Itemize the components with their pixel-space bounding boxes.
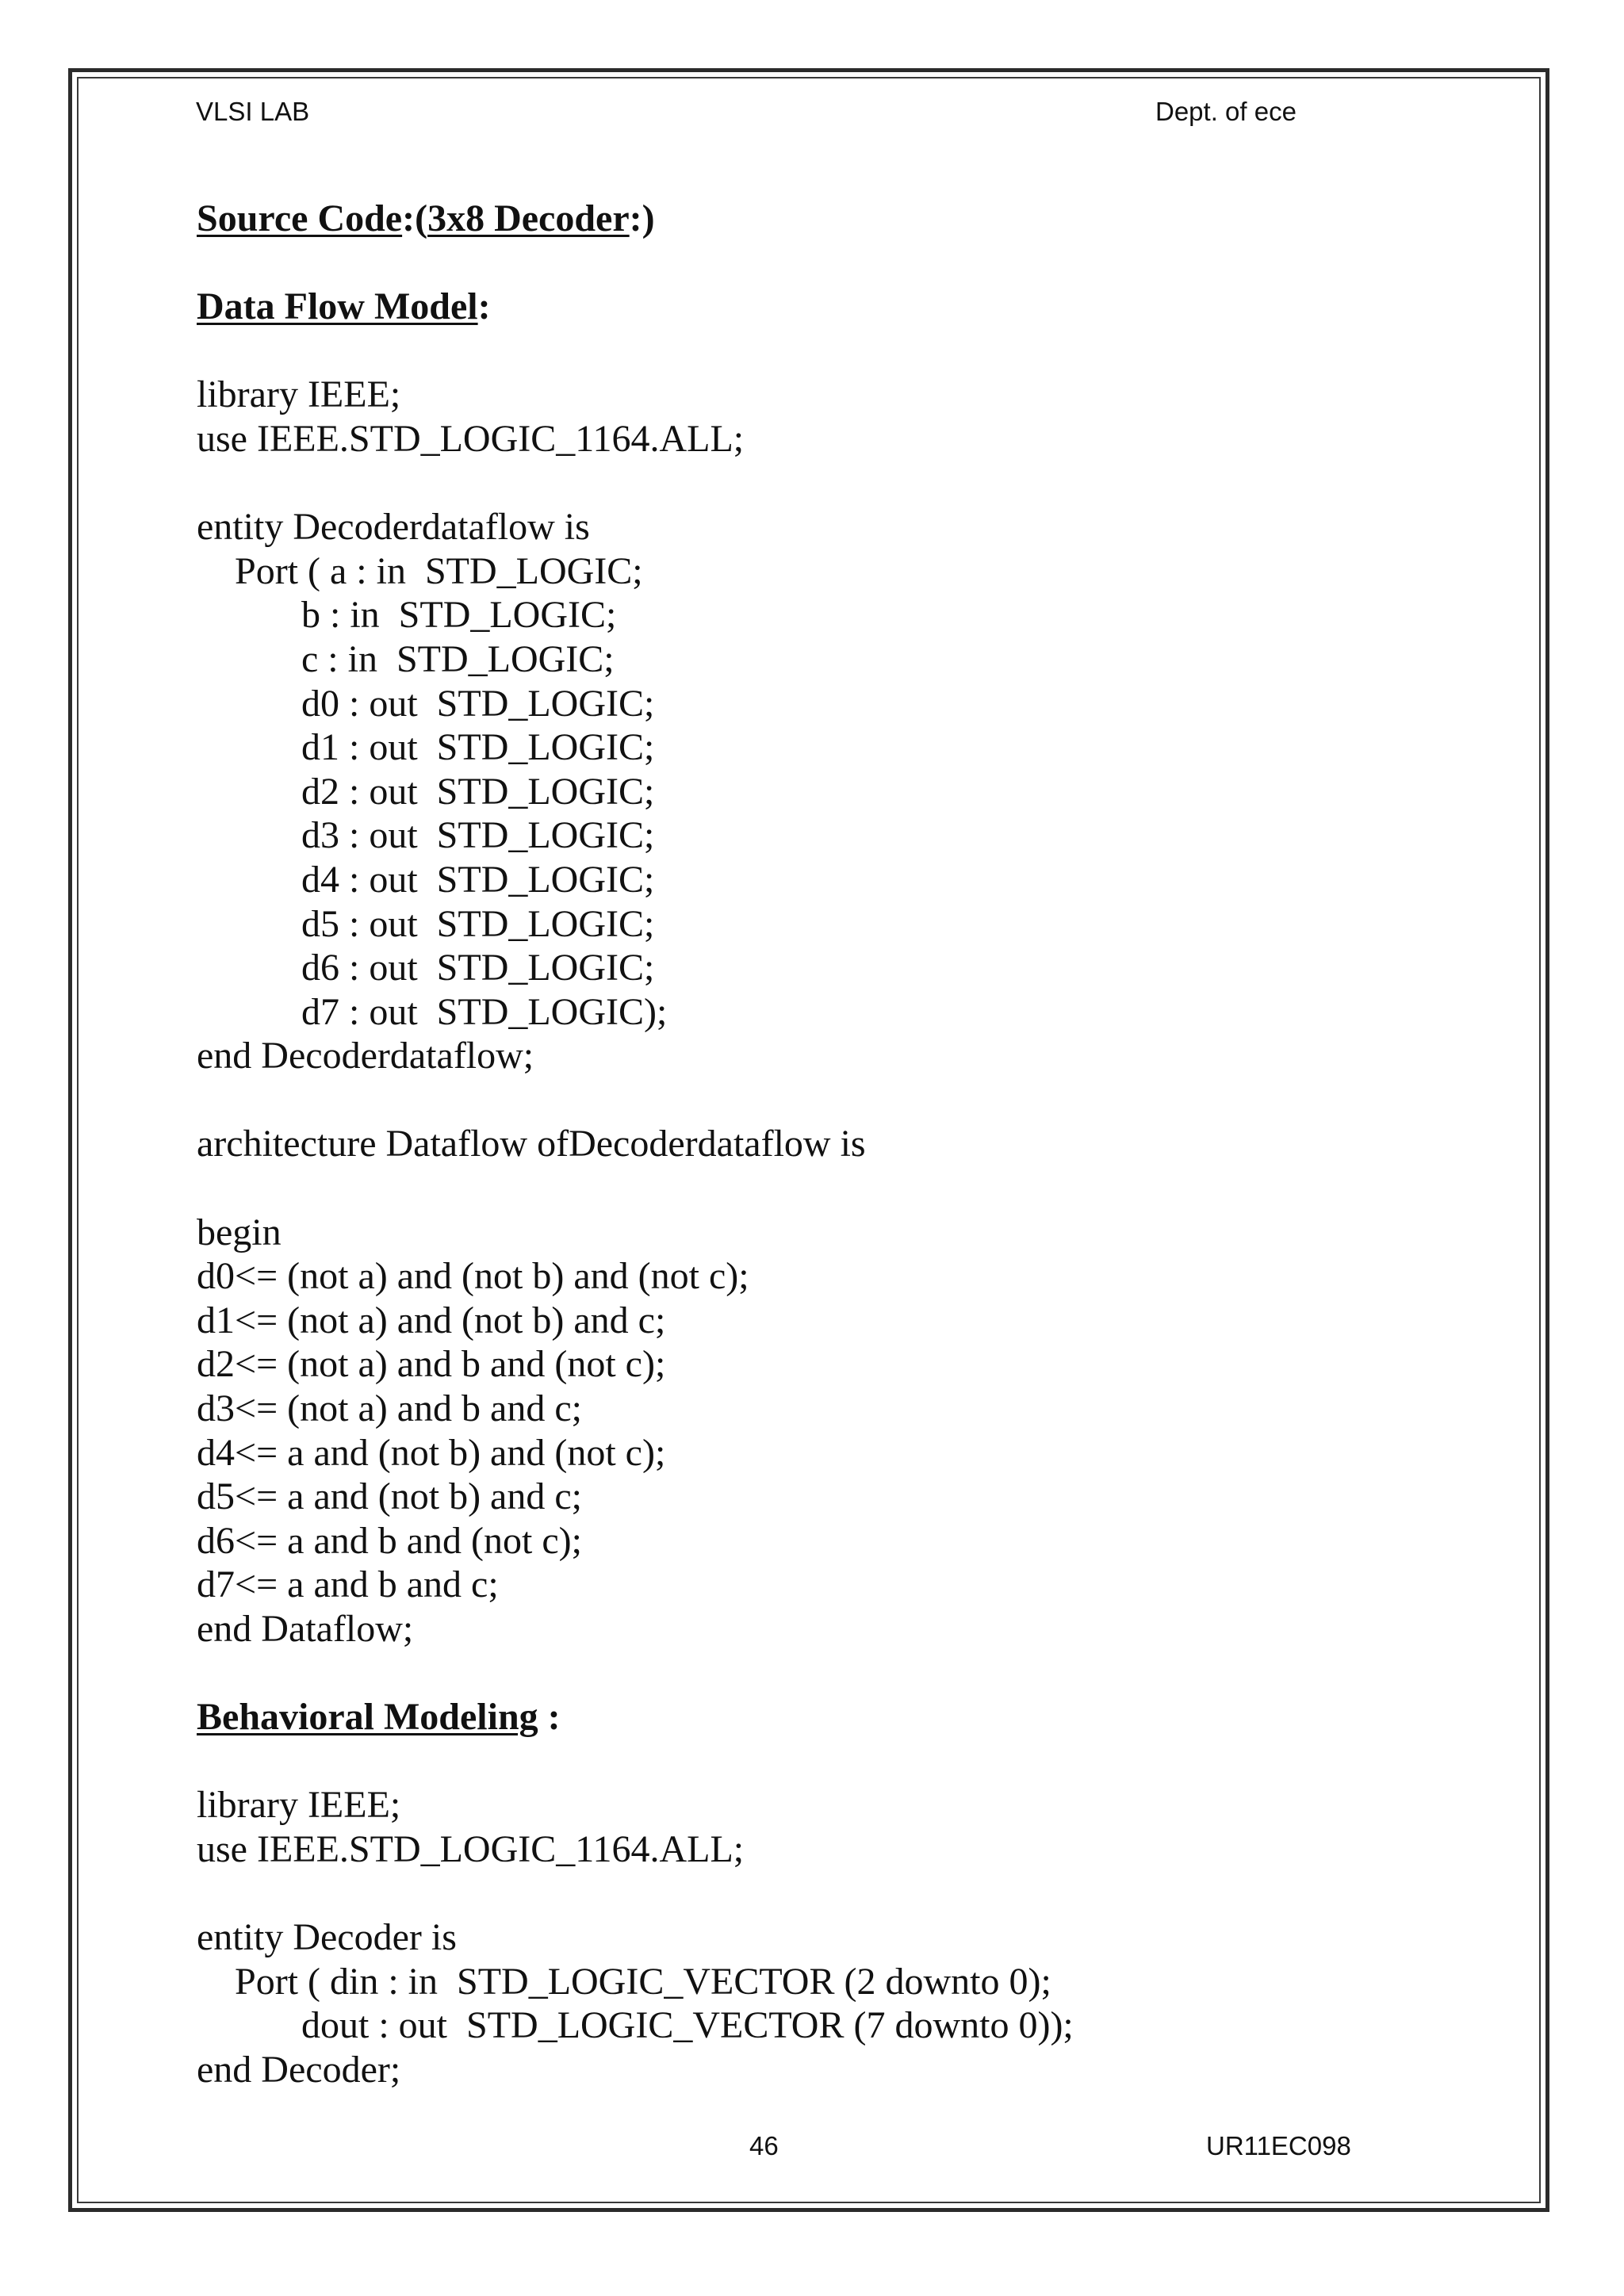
source-code-close: :)	[629, 197, 655, 239]
code-line: architecture Dataflow ofDecoderdataflow is	[197, 1123, 866, 1165]
code-line	[197, 1166, 1074, 1211]
code-line: end Decoder;	[197, 2048, 401, 2091]
code-line: d7<= a and b and c;	[197, 1563, 499, 1606]
code-line: use IEEE.STD_LOGIC_1164.ALL;	[197, 1827, 745, 1870]
dataflow-code-block	[197, 329, 1074, 1695]
code-line: end Decoderdataflow;	[197, 1035, 534, 1077]
code-line: d1 : out STD_LOGIC;	[197, 726, 655, 769]
source-code-label: Source Code	[197, 197, 403, 239]
behavioral-heading	[197, 1695, 1074, 1739]
code-line: library IEEE;	[197, 373, 401, 416]
source-code-heading	[197, 197, 1074, 241]
code-line	[197, 1872, 1074, 1916]
code-line: d3<= (not a) and b and c;	[197, 1387, 582, 1430]
page-number: 46	[749, 2131, 779, 2160]
code-line: entity Decoderdataflow is	[197, 506, 590, 549]
decoder-title: 3x8 Decoder	[427, 197, 630, 239]
source-code-colon: :(	[402, 197, 428, 239]
behavioral-heading-suffix: :	[538, 1696, 561, 1739]
code-line: d4<= a and (not b) and (not c);	[197, 1431, 666, 1474]
dataflow-heading	[197, 285, 1074, 329]
behavioral-code-block	[197, 1739, 1074, 2092]
dataflow-heading-title: Data Flow Model	[197, 285, 478, 328]
code-line	[197, 1078, 1074, 1123]
code-line: Port ( a : in STD_LOGIC;	[197, 549, 643, 592]
dataflow-heading-suffix: :	[477, 285, 491, 328]
code-line: d5<= a and (not b) and c;	[197, 1475, 582, 1518]
header-department: Dept. of ece	[1155, 97, 1297, 126]
spacer	[197, 241, 1074, 285]
code-line: d3 : out STD_LOGIC;	[197, 814, 655, 857]
code-line: d2 : out STD_LOGIC;	[197, 770, 655, 813]
code-line: d1<= (not a) and (not b) and c;	[197, 1299, 666, 1341]
code-line: d5 : out STD_LOGIC;	[197, 902, 655, 945]
code-line	[197, 1739, 1074, 1784]
code-line: use IEEE.STD_LOGIC_1164.ALL;	[197, 417, 745, 460]
code-line	[197, 461, 1074, 506]
code-line: d0 : out STD_LOGIC;	[197, 682, 655, 725]
code-line: d7 : out STD_LOGIC);	[197, 990, 668, 1033]
code-line: d0<= (not a) and (not b) and (not c);	[197, 1255, 749, 1298]
code-line: d6<= a and b and (not c);	[197, 1519, 582, 1562]
code-line: library IEEE;	[197, 1784, 401, 1827]
code-line: b : in STD_LOGIC;	[197, 594, 617, 637]
document-body	[197, 197, 1074, 2092]
code-line: begin	[197, 1211, 282, 1253]
code-line: Port ( din : in STD_LOGIC_VECTOR (2 downto 0);	[197, 1960, 1051, 2003]
code-line: d4 : out STD_LOGIC;	[197, 858, 655, 901]
code-line: c : in STD_LOGIC;	[197, 637, 615, 680]
behavioral-heading-title: Behavioral Modeling	[197, 1696, 538, 1739]
code-line: end Dataflow;	[197, 1608, 414, 1650]
code-line: d2<= (not a) and b and (not c);	[197, 1343, 666, 1386]
code-line: dout : out STD_LOGIC_VECTOR (7 downto 0));	[197, 2004, 1074, 2047]
code-line: entity Decoder is	[197, 1916, 457, 1959]
header-lab-name: VLSI LAB	[196, 97, 310, 126]
code-line: d6 : out STD_LOGIC;	[197, 947, 655, 989]
code-line	[197, 329, 1074, 373]
roll-number: UR11EC098	[1206, 2131, 1351, 2160]
code-line	[197, 1651, 1074, 1696]
